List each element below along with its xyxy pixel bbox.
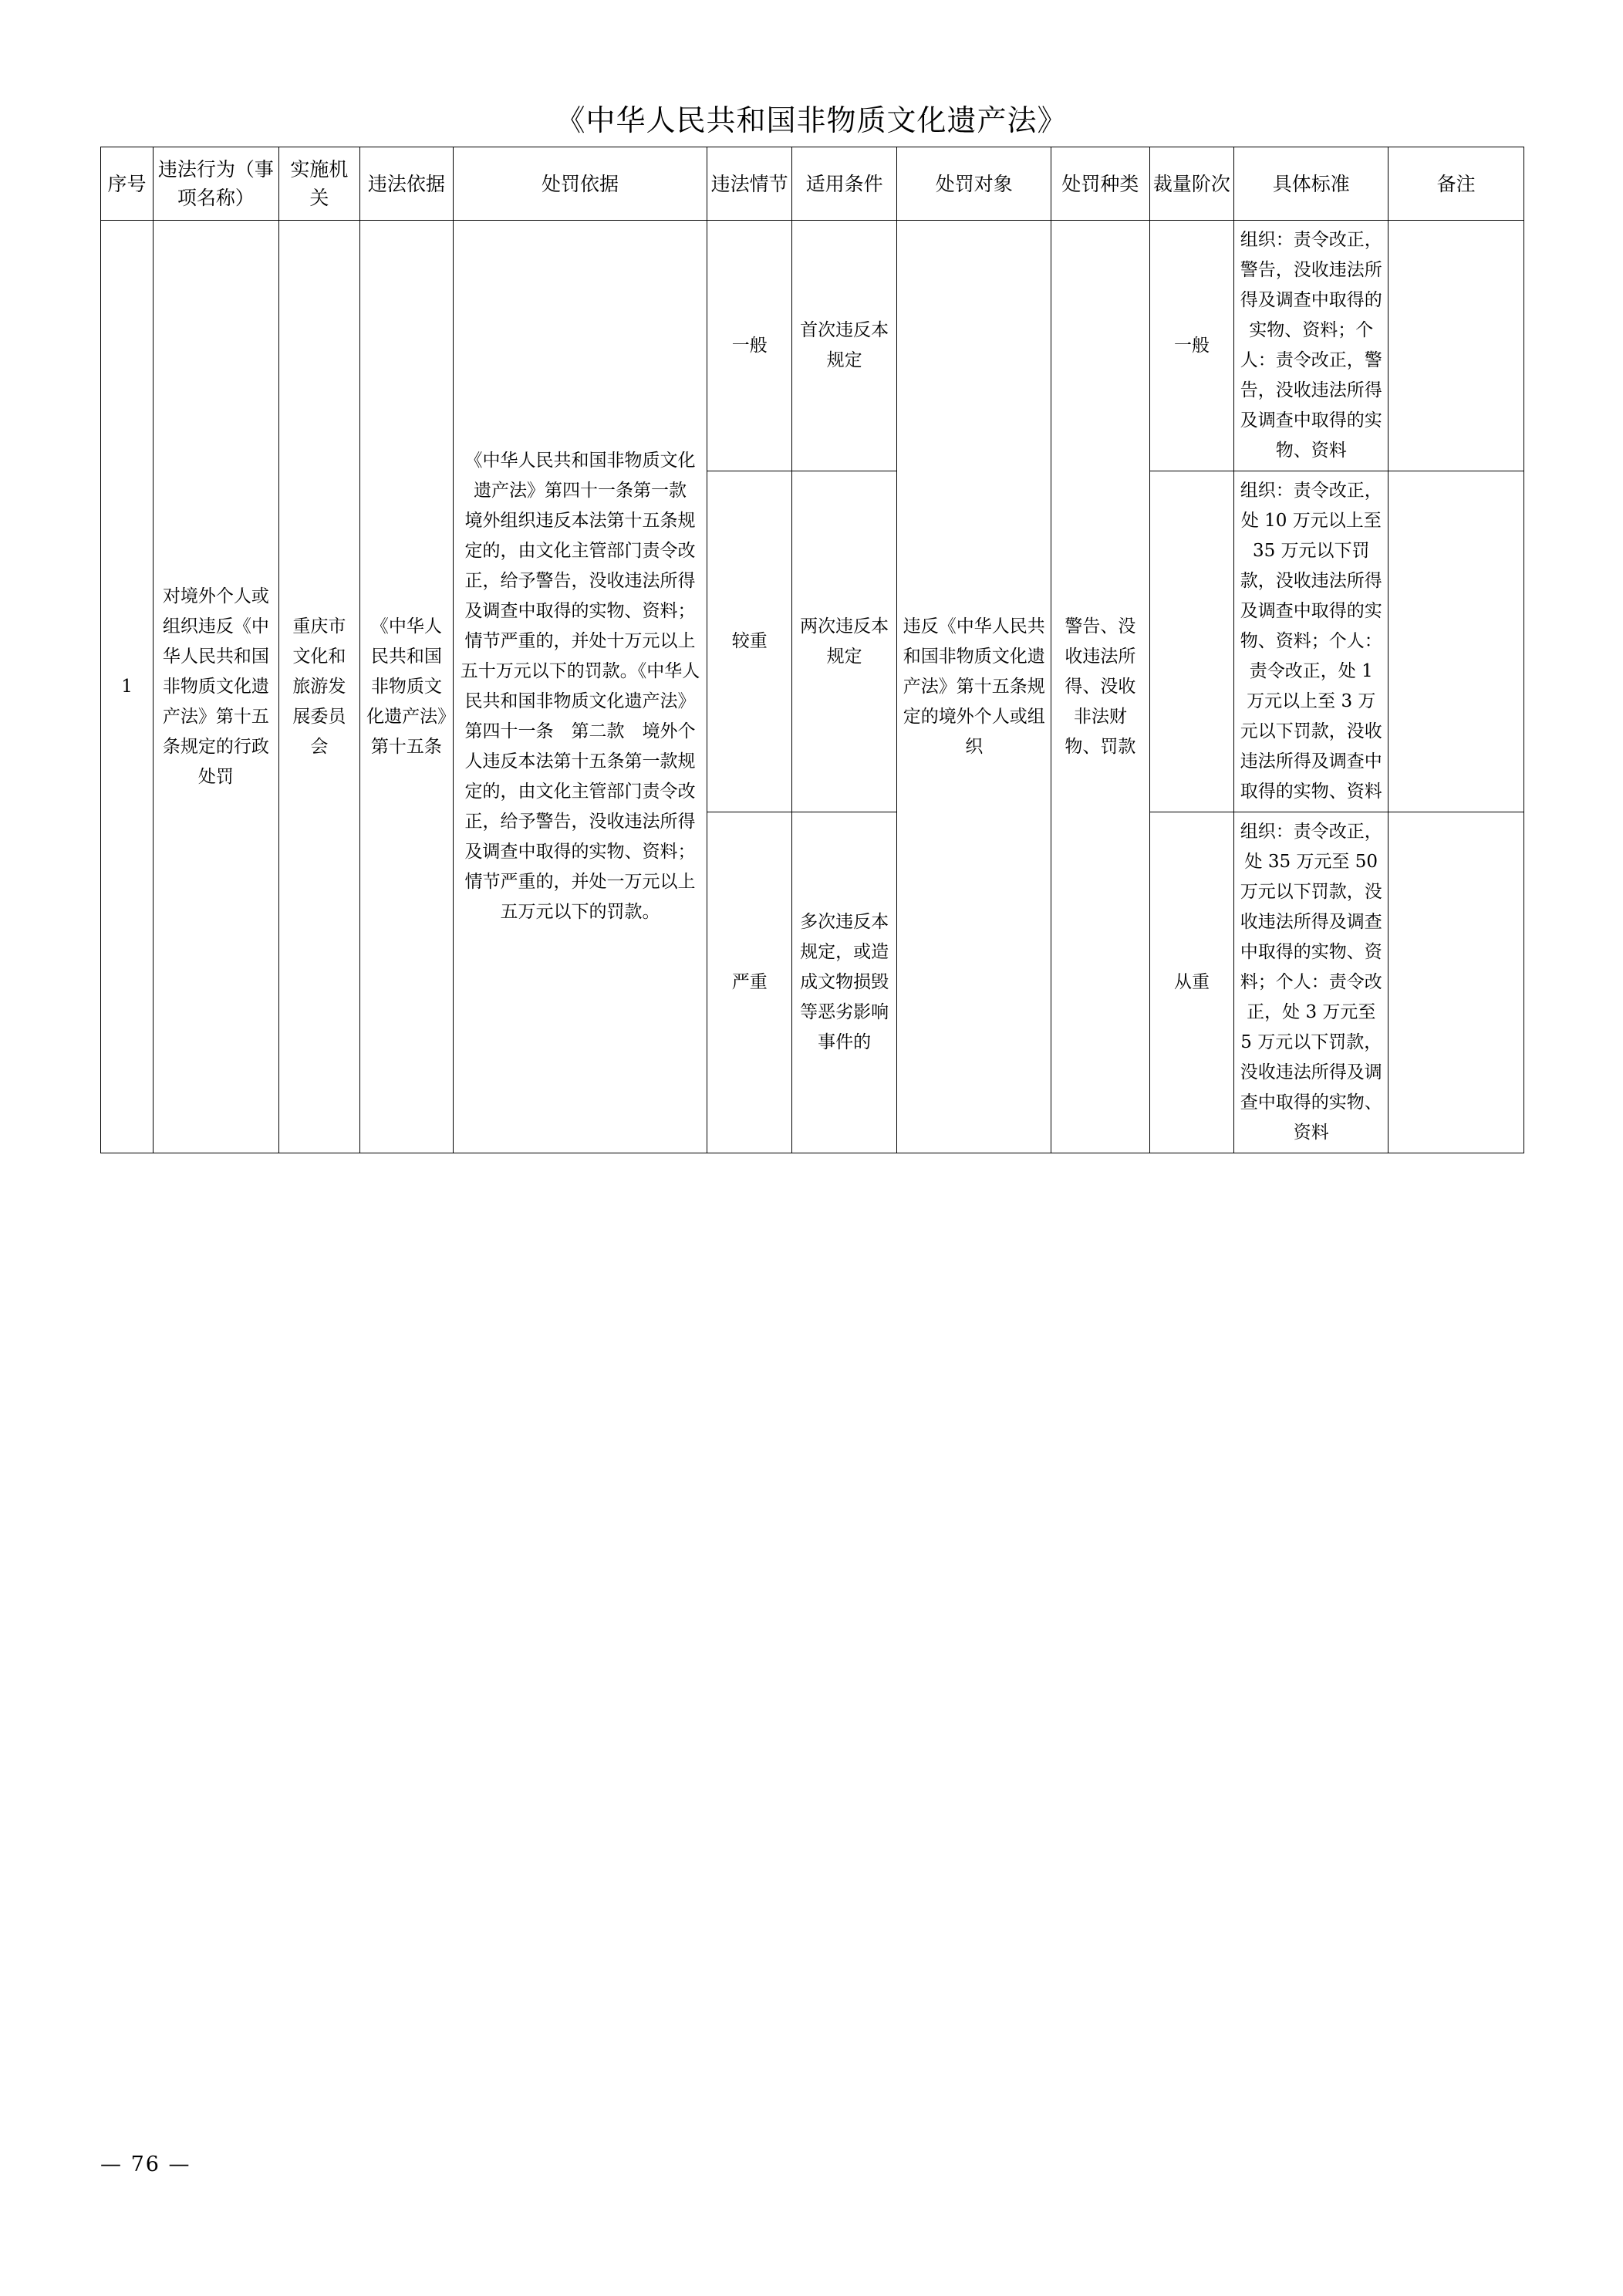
header-violation-basis: 违法依据 (360, 147, 454, 221)
header-penalty-target: 处罚对象 (897, 147, 1051, 221)
header-penalty-basis: 处罚依据 (453, 147, 707, 221)
cell-violation-severity: 较重 (707, 471, 792, 812)
cell-penalty-target: 违反《中华人民共和国非物质文化遗产法》第十五条规定的境外个人或组织 (897, 221, 1051, 1153)
cell-violation-basis: 《中华人民共和国非物质文化遗产法》第十五条 (360, 221, 454, 1153)
cell-applicable-condition: 多次违反本规定，或造成文物损毁等恶劣影响事件的 (792, 812, 897, 1153)
header-applicable-condition: 适用条件 (792, 147, 897, 221)
cell-applicable-condition: 首次违反本规定 (792, 221, 897, 471)
header-seq: 序号 (101, 147, 154, 221)
discretion-standard-table (100, 147, 1524, 1153)
header-remark: 备注 (1388, 147, 1524, 221)
cell-illegal-act: 对境外个人或组织违反《中华人民共和国非物质文化遗产法》第十五条规定的行政处罚 (154, 221, 279, 1153)
cell-remark (1388, 471, 1524, 812)
cell-specific-standard: 组织：责令改正，处 35 万元至 50 万元以下罚款，没收违法所得及调查中取得的实物、资料；个人：责令改正，处 3 万元至 5 万元以下罚款，没收违法所得及调查中取得的实物、资料 (1234, 812, 1388, 1153)
cell-specific-standard: 组织：责令改正，处 10 万元以上至 35 万元以下罚款，没收违法所得及调查中取得的实物、资料；个人：责令改正，处 1 万元以上至 3 万元以下罚款，没收违法所得及调查中取得的实物、资料 (1234, 471, 1388, 812)
cell-enforcement-agency: 重庆市文化和旅游发展委员会 (278, 221, 359, 1153)
cell-violation-severity: 一般 (707, 221, 792, 471)
header-discretion-stage: 裁量阶次 (1149, 147, 1234, 221)
cell-discretion-stage (1149, 471, 1234, 812)
cell-seq: 1 (101, 221, 154, 1153)
page-number: — 76 — (100, 2152, 191, 2176)
table-row (101, 221, 1524, 471)
header-enforcement-agency: 实施机关 (278, 147, 359, 221)
header-violation-severity: 违法情节 (707, 147, 792, 221)
cell-penalty-basis: 《中华人民共和国非物质文化遗产法》第四十一条第一款 境外组织违反本法第十五条规定的，由文化主管部门责令改正，给予警告，没收违法所得及调查中取得的实物、资料；情节严重的，并处十万元以上五十万元以下的罚款。《中华人民共和国非物质文化遗产法》第四十一条 第二款 境外个人违反本法第十五条第一款规定的，由文化主管部门责令改正，给予警告，没收违法所得及调查中取得的实物、资料；情节严重的，并处一万元以上五万元以下的罚款。 (453, 221, 707, 1153)
cell-violation-severity: 严重 (707, 812, 792, 1153)
cell-applicable-condition: 两次违反本规定 (792, 471, 897, 812)
header-illegal-act: 违法行为（事项名称） (154, 147, 279, 221)
header-penalty-type: 处罚种类 (1051, 147, 1149, 221)
cell-discretion-stage: 从重 (1149, 812, 1234, 1153)
cell-specific-standard: 组织：责令改正，警告，没收违法所得及调查中取得的实物、资料；个人：责令改正，警告，没收违法所得及调查中取得的实物、资料 (1234, 221, 1388, 471)
cell-penalty-type: 警告、没收违法所得、没收非法财物、罚款 (1051, 221, 1149, 1153)
table-header-row (101, 147, 1524, 221)
cell-discretion-stage: 一般 (1149, 221, 1234, 471)
page-title: 《中华人民共和国非物质文化遗产法》 (555, 103, 1068, 137)
header-specific-standard: 具体标准 (1234, 147, 1388, 221)
cell-remark (1388, 812, 1524, 1153)
cell-remark (1388, 221, 1524, 471)
